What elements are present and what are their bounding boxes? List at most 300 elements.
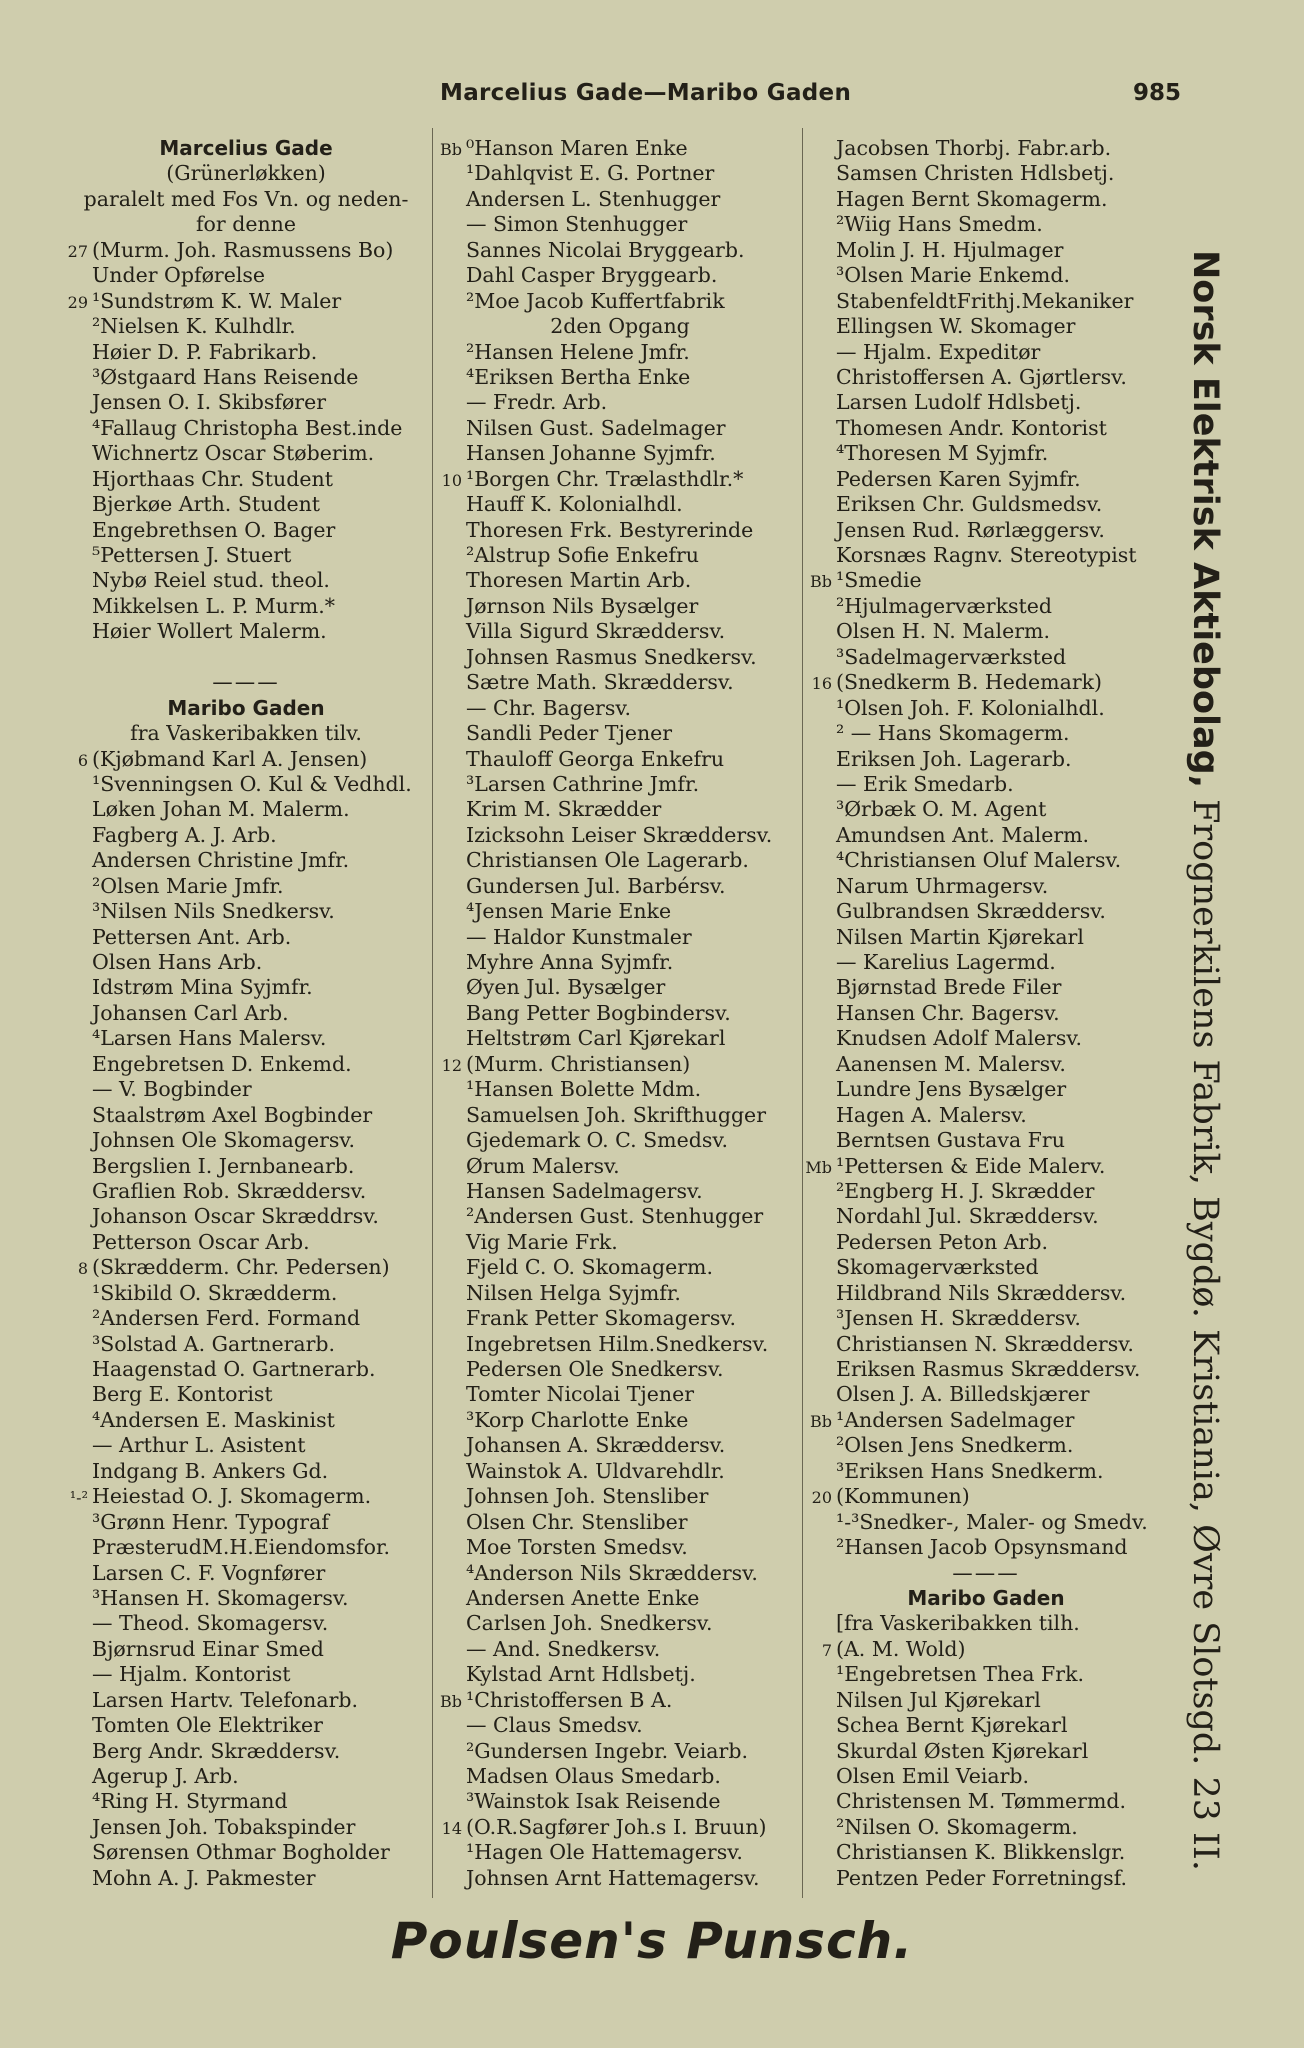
directory-entry xyxy=(800,1382,1172,1407)
entry-text: ² — Hans Skomagerm. xyxy=(836,721,1070,746)
directory-entry xyxy=(56,1204,436,1229)
directory-entry xyxy=(56,925,436,950)
directory-entry xyxy=(430,848,810,873)
entry-text: Vig Marie Frk. xyxy=(466,1229,618,1254)
entry-text: Olsen H. N. Malerm. xyxy=(836,619,1050,644)
entry-text: Hjorthaas Chr. Student xyxy=(92,466,333,491)
entry-text: Berg E. Kontorist xyxy=(92,1382,273,1407)
directory-entry xyxy=(56,492,436,517)
entry-text: Pedersen Peton Arb. xyxy=(836,1229,1048,1254)
directory-entry xyxy=(800,1433,1172,1458)
entry-text: Knudsen Adolf Malersv. xyxy=(836,1026,1083,1051)
directory-entry xyxy=(800,263,1172,288)
directory-entry xyxy=(430,1077,810,1102)
directory-entry xyxy=(56,1433,436,1458)
entry-text: Haagenstad O. Gartnerarb. xyxy=(92,1357,376,1381)
entry-text: Nilsen Jul Kjørekarl xyxy=(836,1687,1041,1712)
directory-entry xyxy=(430,568,810,593)
directory-entry xyxy=(800,1332,1172,1357)
entry-text: Gulbrandsen Skræddersv. xyxy=(836,899,1106,924)
entry-text: ²Olsen Jens Snedkerm. xyxy=(836,1433,1074,1458)
directory-entry xyxy=(800,1408,1172,1433)
directory-entry xyxy=(56,1484,436,1509)
directory-entry xyxy=(56,1637,436,1662)
directory-entry xyxy=(430,696,810,721)
directory-entry xyxy=(800,543,1172,568)
entry-text: ³Nilsen Nils Snedkersv. xyxy=(92,899,335,924)
directory-entry xyxy=(430,619,810,644)
entry-text: ⁵Pettersen J. Stuert xyxy=(92,543,292,567)
directory-entry xyxy=(430,1840,810,1865)
directory-entry xyxy=(56,1077,436,1102)
entry-text: Sannes Nicolai Bryggearb. xyxy=(466,237,745,262)
entry-text: Sørensen Othmar Bogholder xyxy=(92,1840,390,1865)
directory-entry xyxy=(430,1484,810,1509)
directory-entry xyxy=(800,721,1172,746)
entry-text: Christensen M. Tømmermd. xyxy=(836,1789,1127,1814)
directory-entry xyxy=(56,1611,436,1636)
directory-entry xyxy=(56,1713,436,1738)
directory-entry xyxy=(56,747,436,772)
entry-text: Nordahl Jul. Skræddersv. xyxy=(836,1204,1099,1229)
directory-entry xyxy=(430,1026,810,1051)
directory-entry xyxy=(800,1840,1172,1865)
entry-text: ²Wiig Hans Smedm. xyxy=(836,212,1043,237)
entry-text: Mohn A. J. Pakmester xyxy=(92,1865,316,1890)
entry-text: Jacobsen Thorbj. Fabr.arb. xyxy=(836,136,1112,160)
entry-text: — And. Snedkersv. xyxy=(466,1636,661,1661)
entry-text: ³Solstad A. Gartnerarb. xyxy=(92,1331,336,1356)
directory-entry xyxy=(800,950,1172,975)
directory-entry xyxy=(800,212,1172,237)
entry-text: Jørnson Nils Bysælger xyxy=(466,593,699,618)
directory-entry xyxy=(800,874,1172,899)
entry-text: Skurdal Østen Kjørekarl xyxy=(836,1738,1089,1763)
entry-text: Johnsen Rasmus Snedkersv. xyxy=(466,644,757,669)
directory-entry xyxy=(800,1535,1172,1560)
directory-entry xyxy=(56,1739,436,1764)
directory-entry xyxy=(800,1001,1172,1026)
entry-text: ⁰Hanson Maren Enke xyxy=(466,136,688,160)
directory-entry xyxy=(800,823,1172,848)
entry-text: Pettersen Ant. Arb. xyxy=(92,924,292,949)
directory-entry xyxy=(430,670,810,695)
entry-text: (Grünerløkken) xyxy=(166,161,326,186)
entry-text: Bjørnstad Brede Filer xyxy=(836,975,1062,1000)
directory-entry xyxy=(56,1255,436,1280)
house-number: Bb xyxy=(440,140,462,159)
entry-text: Ellingsen W. Skomager xyxy=(836,314,1076,339)
directory-entry xyxy=(56,1332,436,1357)
entry-text: Jensen O. I. Skibsfører xyxy=(92,390,327,415)
entry-text: — Chr. Bagersv. xyxy=(466,695,632,720)
directory-entry xyxy=(800,390,1172,415)
entry-text: Thoresen Martin Arb. xyxy=(466,568,692,593)
directory-entry xyxy=(56,390,436,415)
entry-text: Thoresen Frk. Bestyrerinde xyxy=(466,517,754,542)
entry-text: (Skrædderm. Chr. Pedersen) xyxy=(92,1255,390,1280)
entry-text: Fagberg A. J. Arb. xyxy=(92,822,277,847)
entry-text: paralelt med Fos Vn. og neden- xyxy=(83,186,409,211)
directory-entry xyxy=(430,594,810,619)
entry-text: Aanensen M. Malersv. xyxy=(836,1051,1066,1076)
entry-text: Høier Wollert Malerm. xyxy=(92,619,327,644)
directory-entry xyxy=(430,925,810,950)
directory-entry xyxy=(430,1739,810,1764)
entry-text: Lundre Jens Bysælger xyxy=(836,1077,1067,1102)
entry-text: Myhre Anna Syjmfr. xyxy=(466,950,674,974)
directory-entry xyxy=(800,1866,1172,1891)
entry-text: Bjerkøe Arth. Student xyxy=(92,492,321,517)
entry-text: ²Hjulmagerværksted xyxy=(836,593,1053,618)
entry-text: Izicksohn Leiser Skræddersv. xyxy=(466,822,773,847)
house-number: 12 xyxy=(441,1055,462,1075)
directory-entry xyxy=(430,874,810,899)
directory-entry xyxy=(800,1230,1172,1255)
entry-text: Gundersen Jul. Barbérsv. xyxy=(466,873,726,898)
entry-text: Bang Petter Bogbindersv. xyxy=(466,1000,731,1025)
directory-entry xyxy=(56,365,436,390)
directory-entry xyxy=(56,1128,436,1153)
entry-text: Pedersen Karen Syjmfr. xyxy=(836,466,1081,491)
house-number: Mb xyxy=(805,1157,832,1177)
entry-text: ³Ørbæk O. M. Agent xyxy=(836,797,1047,822)
directory-entry xyxy=(800,1077,1172,1102)
directory-entry xyxy=(800,518,1172,543)
directory-entry xyxy=(430,161,810,186)
entry-text: ²Andersen Ferd. Formand xyxy=(92,1306,361,1331)
directory-entry xyxy=(800,797,1172,822)
directory-entry xyxy=(56,950,436,975)
directory-entry xyxy=(56,1866,436,1891)
directory-entry xyxy=(800,772,1172,797)
entry-text: ²Olsen Marie Jmfr. xyxy=(92,873,284,898)
directory-entry xyxy=(430,1433,810,1458)
entry-text: Larsen Ludolf Hdlsbetj. xyxy=(836,390,1082,415)
directory-entry xyxy=(56,187,436,212)
entry-text: ¹Sundstrøm K. W. Maler xyxy=(92,288,342,313)
entry-text: Molin J. H. Hjulmager xyxy=(836,237,1064,262)
directory-entry xyxy=(56,314,436,339)
directory-entry xyxy=(800,1128,1172,1153)
entry-text: Maribo Gaden xyxy=(167,695,325,720)
directory-entry xyxy=(56,1535,436,1560)
entry-text: ³Olsen Marie Enkemd. xyxy=(836,263,1070,288)
entry-text: — V. Bogbinder xyxy=(92,1077,252,1102)
directory-entry xyxy=(56,1306,436,1331)
entry-text: Ingebretsen Hilm.Snedkersv. xyxy=(466,1331,769,1356)
entry-text: (Murm. Christiansen) xyxy=(466,1051,691,1076)
entry-text: ¹Svenningsen O. Kul & Vedhdl. xyxy=(92,771,412,796)
entry-text: [fra Vaskeribakken tilh. xyxy=(836,1611,1080,1636)
directory-entry xyxy=(800,670,1172,695)
directory-entry xyxy=(800,1179,1172,1204)
entry-text: Bergslien I. Jernbanearb. xyxy=(92,1153,355,1178)
entry-text: Graflien Rob. Skræddersv. xyxy=(92,1178,367,1203)
house-number: 6 xyxy=(77,750,88,770)
house-number: 14 xyxy=(441,1818,462,1838)
directory-entry xyxy=(430,1561,810,1586)
entry-text: Hansen Chr. Bagersv. xyxy=(836,1000,1060,1025)
entry-text: ⁴Andersen E. Maskinist xyxy=(92,1407,335,1432)
entry-text: ⁴Jensen Marie Enke xyxy=(466,899,672,924)
entry-text: Berg Andr. Skræddersv. xyxy=(92,1738,341,1763)
entry-text: — Haldor Kunstmaler xyxy=(466,924,692,949)
entry-text: Johansen A. Skræddersv. xyxy=(466,1433,726,1458)
directory-entry xyxy=(430,1866,810,1891)
directory-entry xyxy=(800,365,1172,390)
entry-text: Nilsen Gust. Sadelmager xyxy=(466,415,726,440)
entry-text: ²Engberg H. J. Skrædder xyxy=(836,1178,1095,1203)
entry-text: ³Grønn Henr. Typograf xyxy=(92,1509,329,1534)
entry-text: Hansen Sadelmagersv. xyxy=(466,1178,703,1203)
column-2 xyxy=(430,136,810,1891)
entry-text: ¹Hansen Bolette Mdm. xyxy=(466,1077,702,1102)
entry-text: Hildbrand Nils Skræddersv. xyxy=(836,1280,1127,1305)
directory-entry xyxy=(800,1764,1172,1789)
entry-text: ²Nilsen O. Skomagerm. xyxy=(836,1814,1078,1839)
directory-entry xyxy=(800,1357,1172,1382)
directory-entry xyxy=(56,1764,436,1789)
entry-text: ²Hansen Jacob Opsynsmand xyxy=(836,1535,1128,1560)
directory-entry xyxy=(430,1611,810,1636)
entry-text: ¹Olsen Joh. F. Kolonialhdl. xyxy=(836,695,1105,720)
directory-entry xyxy=(430,721,810,746)
entry-text: Skomagerværksted xyxy=(836,1255,1039,1280)
directory-entry xyxy=(56,161,436,186)
entry-text: Hauff K. Kolonialhdl. xyxy=(466,492,683,517)
page-header xyxy=(0,80,1304,120)
entry-text: ³Jensen H. Skræddersv. xyxy=(836,1306,1081,1331)
entry-text: Andersen L. Stenhugger xyxy=(466,186,721,211)
directory-entry xyxy=(430,1230,810,1255)
entry-text: Engebrethsen O. Bager xyxy=(92,517,336,542)
directory-entry xyxy=(430,1382,810,1407)
house-number: 27 xyxy=(67,241,88,261)
directory-entry xyxy=(56,899,436,924)
entry-text: Korsnæs Ragnv. Stereotypist xyxy=(836,543,1137,567)
directory-entry xyxy=(430,365,810,390)
entry-text: — Simon Stenhugger xyxy=(466,212,688,237)
directory-entry xyxy=(800,441,1172,466)
entry-text: — Fredr. Arb. xyxy=(466,390,608,415)
entry-text: Larsen C. F. Vognfører xyxy=(92,1560,326,1585)
entry-text: — Hjalm. Expeditør xyxy=(836,339,1041,364)
directory-entry xyxy=(430,1128,810,1153)
house-number: Bb xyxy=(810,1411,832,1431)
section-separator xyxy=(800,1561,1172,1586)
entry-text: Heltstrøm Carl Kjørekarl xyxy=(466,1026,726,1051)
directory-entry xyxy=(430,1154,810,1179)
entry-text: Madsen Olaus Smedarb. xyxy=(466,1764,721,1788)
directory-entry xyxy=(430,1204,810,1229)
directory-entry xyxy=(800,1739,1172,1764)
entry-text: ⁴Larsen Hans Malersv. xyxy=(92,1026,327,1051)
house-number: Bb xyxy=(440,1691,462,1711)
entry-text: Villa Sigurd Skræddersv. xyxy=(466,619,726,644)
entry-text: Carlsen Joh. Snedkersv. xyxy=(466,1611,713,1636)
entry-text: for denne xyxy=(195,212,297,237)
directory-entry xyxy=(56,1103,436,1128)
directory-entry xyxy=(800,492,1172,517)
entry-text: Eriksen Joh. Lagerarb. xyxy=(836,746,1072,771)
directory-entry xyxy=(430,797,810,822)
directory-entry xyxy=(56,441,436,466)
directory-entry xyxy=(800,289,1172,314)
directory-entry xyxy=(800,467,1172,492)
directory-entry xyxy=(430,441,810,466)
entry-text: Johanson Oscar Skræddrsv. xyxy=(92,1204,379,1229)
directory-entry xyxy=(430,390,810,415)
directory-entry xyxy=(56,340,436,365)
directory-entry xyxy=(430,289,810,314)
entry-text: Heiestad O. J. Skomagerm. xyxy=(92,1484,372,1509)
directory-entry xyxy=(56,1179,436,1204)
entry-text: ²Moe Jacob Kuffertfabrik xyxy=(466,288,725,313)
directory-entry xyxy=(800,1255,1172,1280)
entry-text: ²Alstrup Sofie Enkefru xyxy=(466,543,699,567)
entry-text: Berntsen Gustava Fru xyxy=(836,1128,1065,1153)
entry-text: (O.R.Sagfører Joh.s I. Bruun) xyxy=(466,1814,767,1839)
section-heading xyxy=(800,1586,1172,1611)
directory-entry xyxy=(800,1611,1172,1636)
entry-text: ³Sadelmagerværksted xyxy=(836,644,1067,669)
directory-entry xyxy=(430,467,810,492)
entry-text: ³Wainstok Isak Reisende xyxy=(466,1789,721,1814)
entry-text: ³Hansen H. Skomagersv. xyxy=(92,1585,349,1610)
entry-text: ——— xyxy=(212,670,280,695)
entry-text: Øyen Jul. Bysælger xyxy=(466,975,666,1000)
directory-entry xyxy=(56,1688,436,1713)
directory-entry xyxy=(430,1586,810,1611)
directory-entry xyxy=(430,212,810,237)
entry-text: ¹-³Snedker-, Maler- og Smedv. xyxy=(836,1509,1148,1534)
directory-entry xyxy=(430,1001,810,1026)
directory-entry xyxy=(800,899,1172,924)
directory-entry xyxy=(430,645,810,670)
entry-text: Andersen Christine Jmfr. xyxy=(92,848,350,873)
entry-text: Eriksen Rasmus Skræddersv. xyxy=(836,1357,1141,1381)
directory-entry xyxy=(430,1688,810,1713)
directory-entry xyxy=(430,975,810,1000)
directory-entry xyxy=(56,1510,436,1535)
directory-entry xyxy=(430,1535,810,1560)
entry-text: ¹Christoffersen B A. xyxy=(466,1687,673,1712)
directory-entry xyxy=(800,1815,1172,1840)
directory-entry xyxy=(430,187,810,212)
directory-entry xyxy=(56,1382,436,1407)
directory-entry xyxy=(430,1255,810,1280)
entry-text: ¹Dahlqvist E. G. Portner xyxy=(466,161,715,186)
directory-entry xyxy=(430,1713,810,1738)
entry-text: Kylstad Arnt Hdlsbetj. xyxy=(466,1662,696,1687)
entry-text: (Snedkerm B. Hedemark) xyxy=(836,670,1103,695)
directory-entry xyxy=(430,950,810,975)
entry-text: ⁴Ring H. Styrmand xyxy=(92,1789,288,1814)
entry-text: Krim M. Skrædder xyxy=(466,797,662,822)
directory-entry xyxy=(430,238,810,263)
directory-entry xyxy=(430,518,810,543)
entry-text: Gjedemark O. C. Smedsv. xyxy=(466,1128,729,1153)
directory-entry xyxy=(56,518,436,543)
directory-entry xyxy=(800,161,1172,186)
entry-text: fra Vaskeribakken tilv. xyxy=(130,721,362,746)
entry-text: Løken Johan M. Malerm. xyxy=(92,797,350,822)
directory-entry xyxy=(800,1103,1172,1128)
side-ad-address: Frognerkilens Fabrik, Bygdø. Kristiania, Øvre Slotsgd. 23 II. xyxy=(1185,799,1225,1871)
entry-text: ⁴Eriksen Bertha Enke xyxy=(466,364,691,389)
house-number: Bb xyxy=(810,572,832,592)
entry-text: Olsen Emil Veiarb. xyxy=(836,1764,1030,1788)
entry-text: ⁴Fallaug Christopha Best.inde xyxy=(92,415,403,440)
section-heading xyxy=(56,136,436,161)
page-number: 985 xyxy=(1133,80,1182,106)
directory-entry xyxy=(430,1357,810,1382)
directory-entry xyxy=(800,619,1172,644)
directory-entry xyxy=(800,848,1172,873)
entry-text: Schea Bernt Kjørekarl xyxy=(836,1713,1068,1738)
entry-text: Sætre Math. Skræddersv. xyxy=(466,670,734,695)
entry-text: — Erik Smedarb. xyxy=(836,771,1014,796)
directory-entry xyxy=(430,772,810,797)
entry-text: Petterson Oscar Arb. xyxy=(92,1229,310,1254)
directory-entry xyxy=(56,1586,436,1611)
directory-entry xyxy=(800,1052,1172,1077)
directory-entry xyxy=(800,1281,1172,1306)
directory-entry xyxy=(56,823,436,848)
directory-entry xyxy=(800,314,1172,339)
entry-text: Nilsen Helga Syjmfr. xyxy=(466,1280,681,1305)
directory-entry xyxy=(800,1637,1172,1662)
entry-text: — Hjalm. Kontorist xyxy=(92,1662,291,1687)
house-number: 29 xyxy=(67,292,88,312)
directory-entry xyxy=(800,1306,1172,1331)
entry-text: ²Hansen Helene Jmfr. xyxy=(466,339,690,364)
directory-entry xyxy=(430,1510,810,1535)
entry-text: — Arthur L. Asistent xyxy=(92,1433,306,1458)
directory-entry xyxy=(56,212,436,237)
directory-entry xyxy=(800,1688,1172,1713)
directory-entry xyxy=(56,874,436,899)
entry-text: (A. M. Wold) xyxy=(836,1636,966,1661)
entry-text: Fjeld C. O. Skomagerm. xyxy=(466,1255,714,1280)
side-advertisement xyxy=(1170,250,1240,1871)
directory-entry xyxy=(800,1154,1172,1179)
house-number: 16 xyxy=(811,674,832,694)
entry-text: Hagen Bernt Skomagerm. xyxy=(836,186,1108,211)
entry-text: Ørum Malersv. xyxy=(466,1153,620,1178)
directory-entry xyxy=(430,899,810,924)
entry-text: ²Andersen Gust. Stenhugger xyxy=(466,1204,764,1229)
directory-entry xyxy=(56,645,436,670)
section-separator xyxy=(56,670,436,695)
directory-entry xyxy=(56,1357,436,1382)
entry-text: 2den Opgang xyxy=(550,314,690,339)
entry-text: Eriksen Chr. Guldsmedsv. xyxy=(836,492,1103,517)
directory-entry xyxy=(430,1662,810,1687)
house-number: 10 xyxy=(441,470,462,490)
directory-entry xyxy=(56,1154,436,1179)
directory-entry xyxy=(56,1052,436,1077)
directory-entry xyxy=(56,568,436,593)
entry-text: Andersen Anette Enke xyxy=(466,1585,700,1610)
directory-entry xyxy=(56,263,436,288)
entry-text: Under Opførelse xyxy=(92,263,266,288)
entry-text: Moe Torsten Smedsv. xyxy=(466,1535,688,1560)
entry-text: ——— xyxy=(952,1560,1020,1585)
house-number: 7 xyxy=(821,1640,832,1660)
side-ad-company: Norsk Elektrisk Aktiebolag, xyxy=(1185,250,1225,788)
